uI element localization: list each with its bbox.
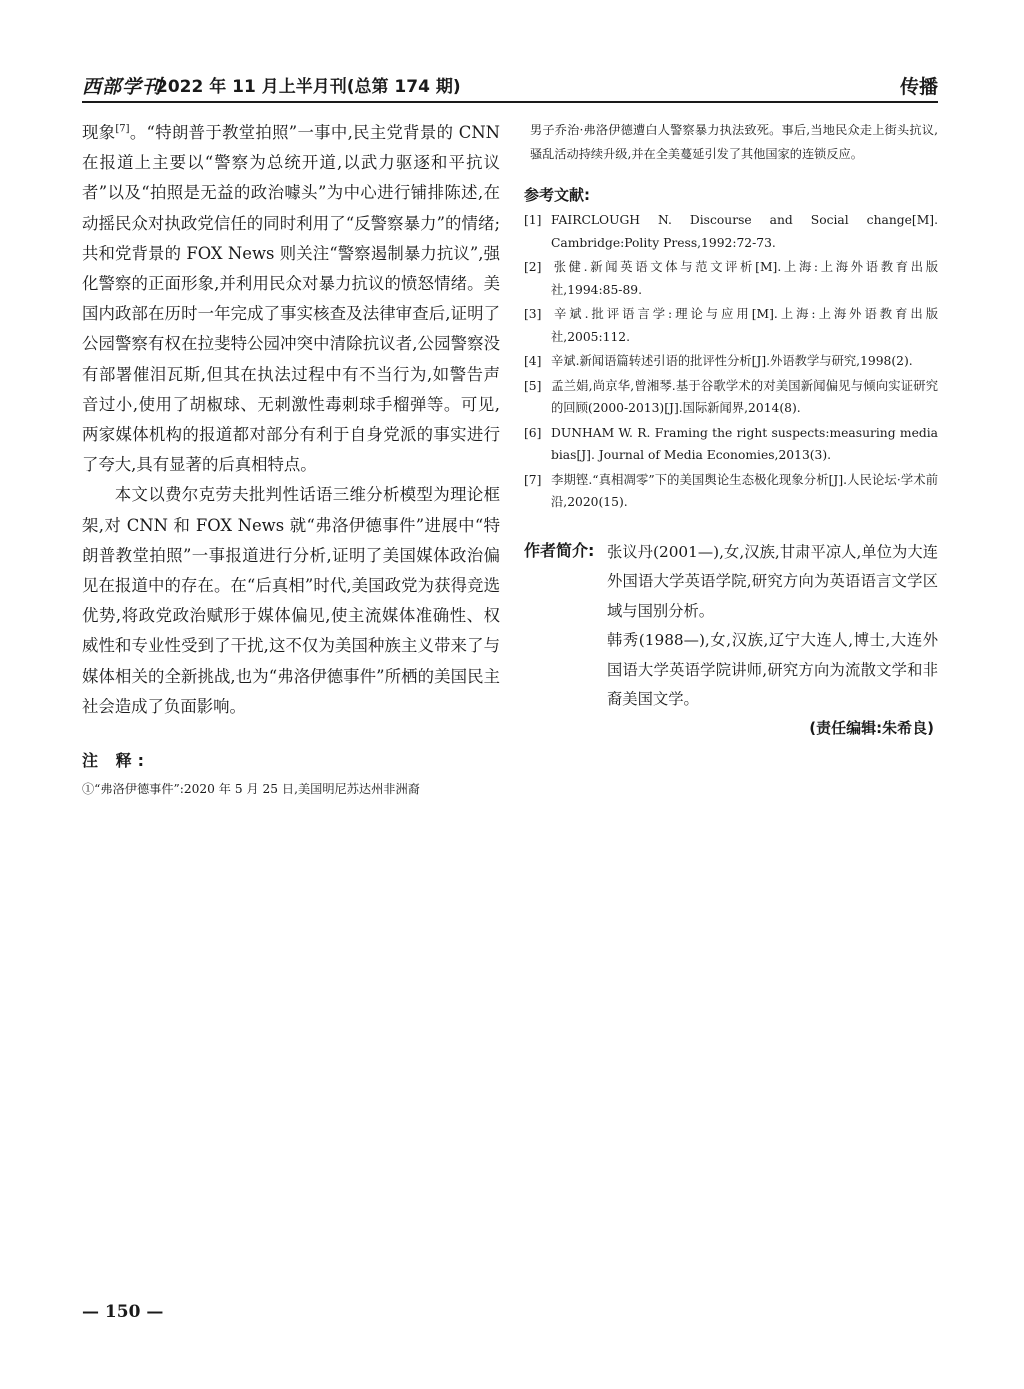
reference-number: [1] <box>524 213 542 227</box>
body-paragraph-1 <box>82 118 500 480</box>
header-rule <box>82 101 938 103</box>
reference-number: [7] <box>524 472 542 487</box>
reference-number: [4] <box>524 354 542 368</box>
reference-number: [6] <box>524 425 542 440</box>
reference-text: 孟兰娟,尚京华,曾湘琴.基于谷歌学术的对美国新闻偏见与倾向实证研究的回顾(2000-2013)[J].国际新闻界,2014(8). <box>551 378 938 415</box>
notes-title: 注 释: <box>82 751 150 771</box>
responsible-editor: (责任编辑:朱希良) <box>809 718 934 737</box>
page-number: — 150 — <box>82 1302 164 1322</box>
reference-number: [3] <box>524 307 542 321</box>
right-column <box>524 118 938 738</box>
author-bio-label: 作者简介: <box>524 540 595 560</box>
reference-item <box>524 350 938 373</box>
reference-item <box>524 469 938 514</box>
reference-item <box>524 375 938 420</box>
reference-list <box>524 209 938 514</box>
journal-logo: 西部学刊 <box>82 76 163 98</box>
issue-info: 2022 年 11 月上半月刊(总第 174 期) <box>156 77 461 97</box>
reference-number: [5] <box>524 378 542 393</box>
reference-text: 辛斌.批评语言学:理论与应用[M].上海:上海外语教育出版社,2005:112. <box>551 307 938 344</box>
reference-item <box>524 209 938 254</box>
reference-item <box>524 256 938 301</box>
reference-item <box>524 303 938 348</box>
references-title: 参考文献: <box>524 186 590 204</box>
author-bio <box>524 538 938 715</box>
reference-text: 张健.新闻英语文体与范文评析[M].上海:上海外语教育出版社,1994:85-89. <box>551 260 938 297</box>
reference-text: DUNHAM W. R. Framing the right suspects:measuring media bias[J]. Journal of Media Economies,2013(3). <box>551 425 938 462</box>
left-column <box>82 118 500 801</box>
body-paragraph-2: 本文以费尔克劳夫批判性话语三维分析模型为理论框架,对 CNN 和 FOX News 就“弗洛伊德事件”进展中“特朗普教堂拍照”一事报道进行分析,证明了美国媒体政治偏见在报道中的存在。在“后真相”时代,美国政党为获得竞选优势,将政党政治赋形于媒体偏见,使主流媒体准确性、权威性和专业性受到了干扰,这不仅为美国种族主义带来了与媒体相关的全新挑战,也为“弗洛伊德事件”所栖的美国民主社会造成了负面影响。 <box>82 485 500 716</box>
reference-text: 李期铿.“真相凋零”下的美国舆论生态极化现象分析[J].人民论坛·学术前沿,2020(15). <box>551 472 938 509</box>
page-header <box>82 70 938 102</box>
note-1: ①“弗洛伊德事件”:2020 年 5 月 25 日,美国明尼苏达州非洲裔 <box>82 782 420 797</box>
reference-item <box>524 422 938 467</box>
author-bio-2: 韩秀(1988—),女,汉族,辽宁大连人,博士,大连外国语大学英语学院讲师,研究方向为流散文学和非裔美国文学。 <box>607 631 938 708</box>
paragraph-text: 现象 <box>82 123 116 142</box>
reference-text: FAIRCLOUGH N. Discourse and Social change[M]. Cambridge:Polity Press,1992:72-73. <box>551 213 938 250</box>
reference-number: [2] <box>524 260 542 274</box>
note-1-continued: 男子乔治·弗洛伊德遭白人警察暴力执法致死。事后,当地民众走上街头抗议,骚乱活动持续升级,并在全美蔓延引发了其他国家的连锁反应。 <box>530 123 938 161</box>
author-bio-1: 张议丹(2001—),女,汉族,甘肃平凉人,单位为大连外国语大学英语学院,研究方向为英语语言文学区域与国别分析。 <box>607 542 938 620</box>
section-name: 传播 <box>899 76 938 98</box>
reference-text: 辛斌.新闻语篇转述引语的批评性分析[J].外语教学与研究,1998(2). <box>551 354 913 368</box>
citation-superscript: [7] <box>115 123 130 135</box>
paragraph-text: 。“特朗普于教堂拍照”一事中,民主党背景的 CNN 在报道上主要以“警察为总统开道,以武力驱逐和平抗议者”以及“拍照是无益的政治噱头”为中心进行铺排陈述,在动摇民众对执政党信任的同时利用了“反警察暴力”的情绪;共和党背景的 FOX News 则关注“警察遏制暴力抗议”,强化警察的正面形象,并利用民众对暴力抗议的愤怒情绪。美国内政部在历时一年完成了事实核查及法律审查后,证明了公园警察有权在拉斐特公园冲突中清除抗议者,公园警察没有部署催泪瓦斯,但其在执法过程中有不当行为,如警告声音过小,使用了胡椒球、无刺激性毒刺球手榴弹等。可见,两家媒体机构的报道都对部分有利于自身党派的事实进行了夸大,具有显著的后真相特点。 <box>82 123 500 475</box>
